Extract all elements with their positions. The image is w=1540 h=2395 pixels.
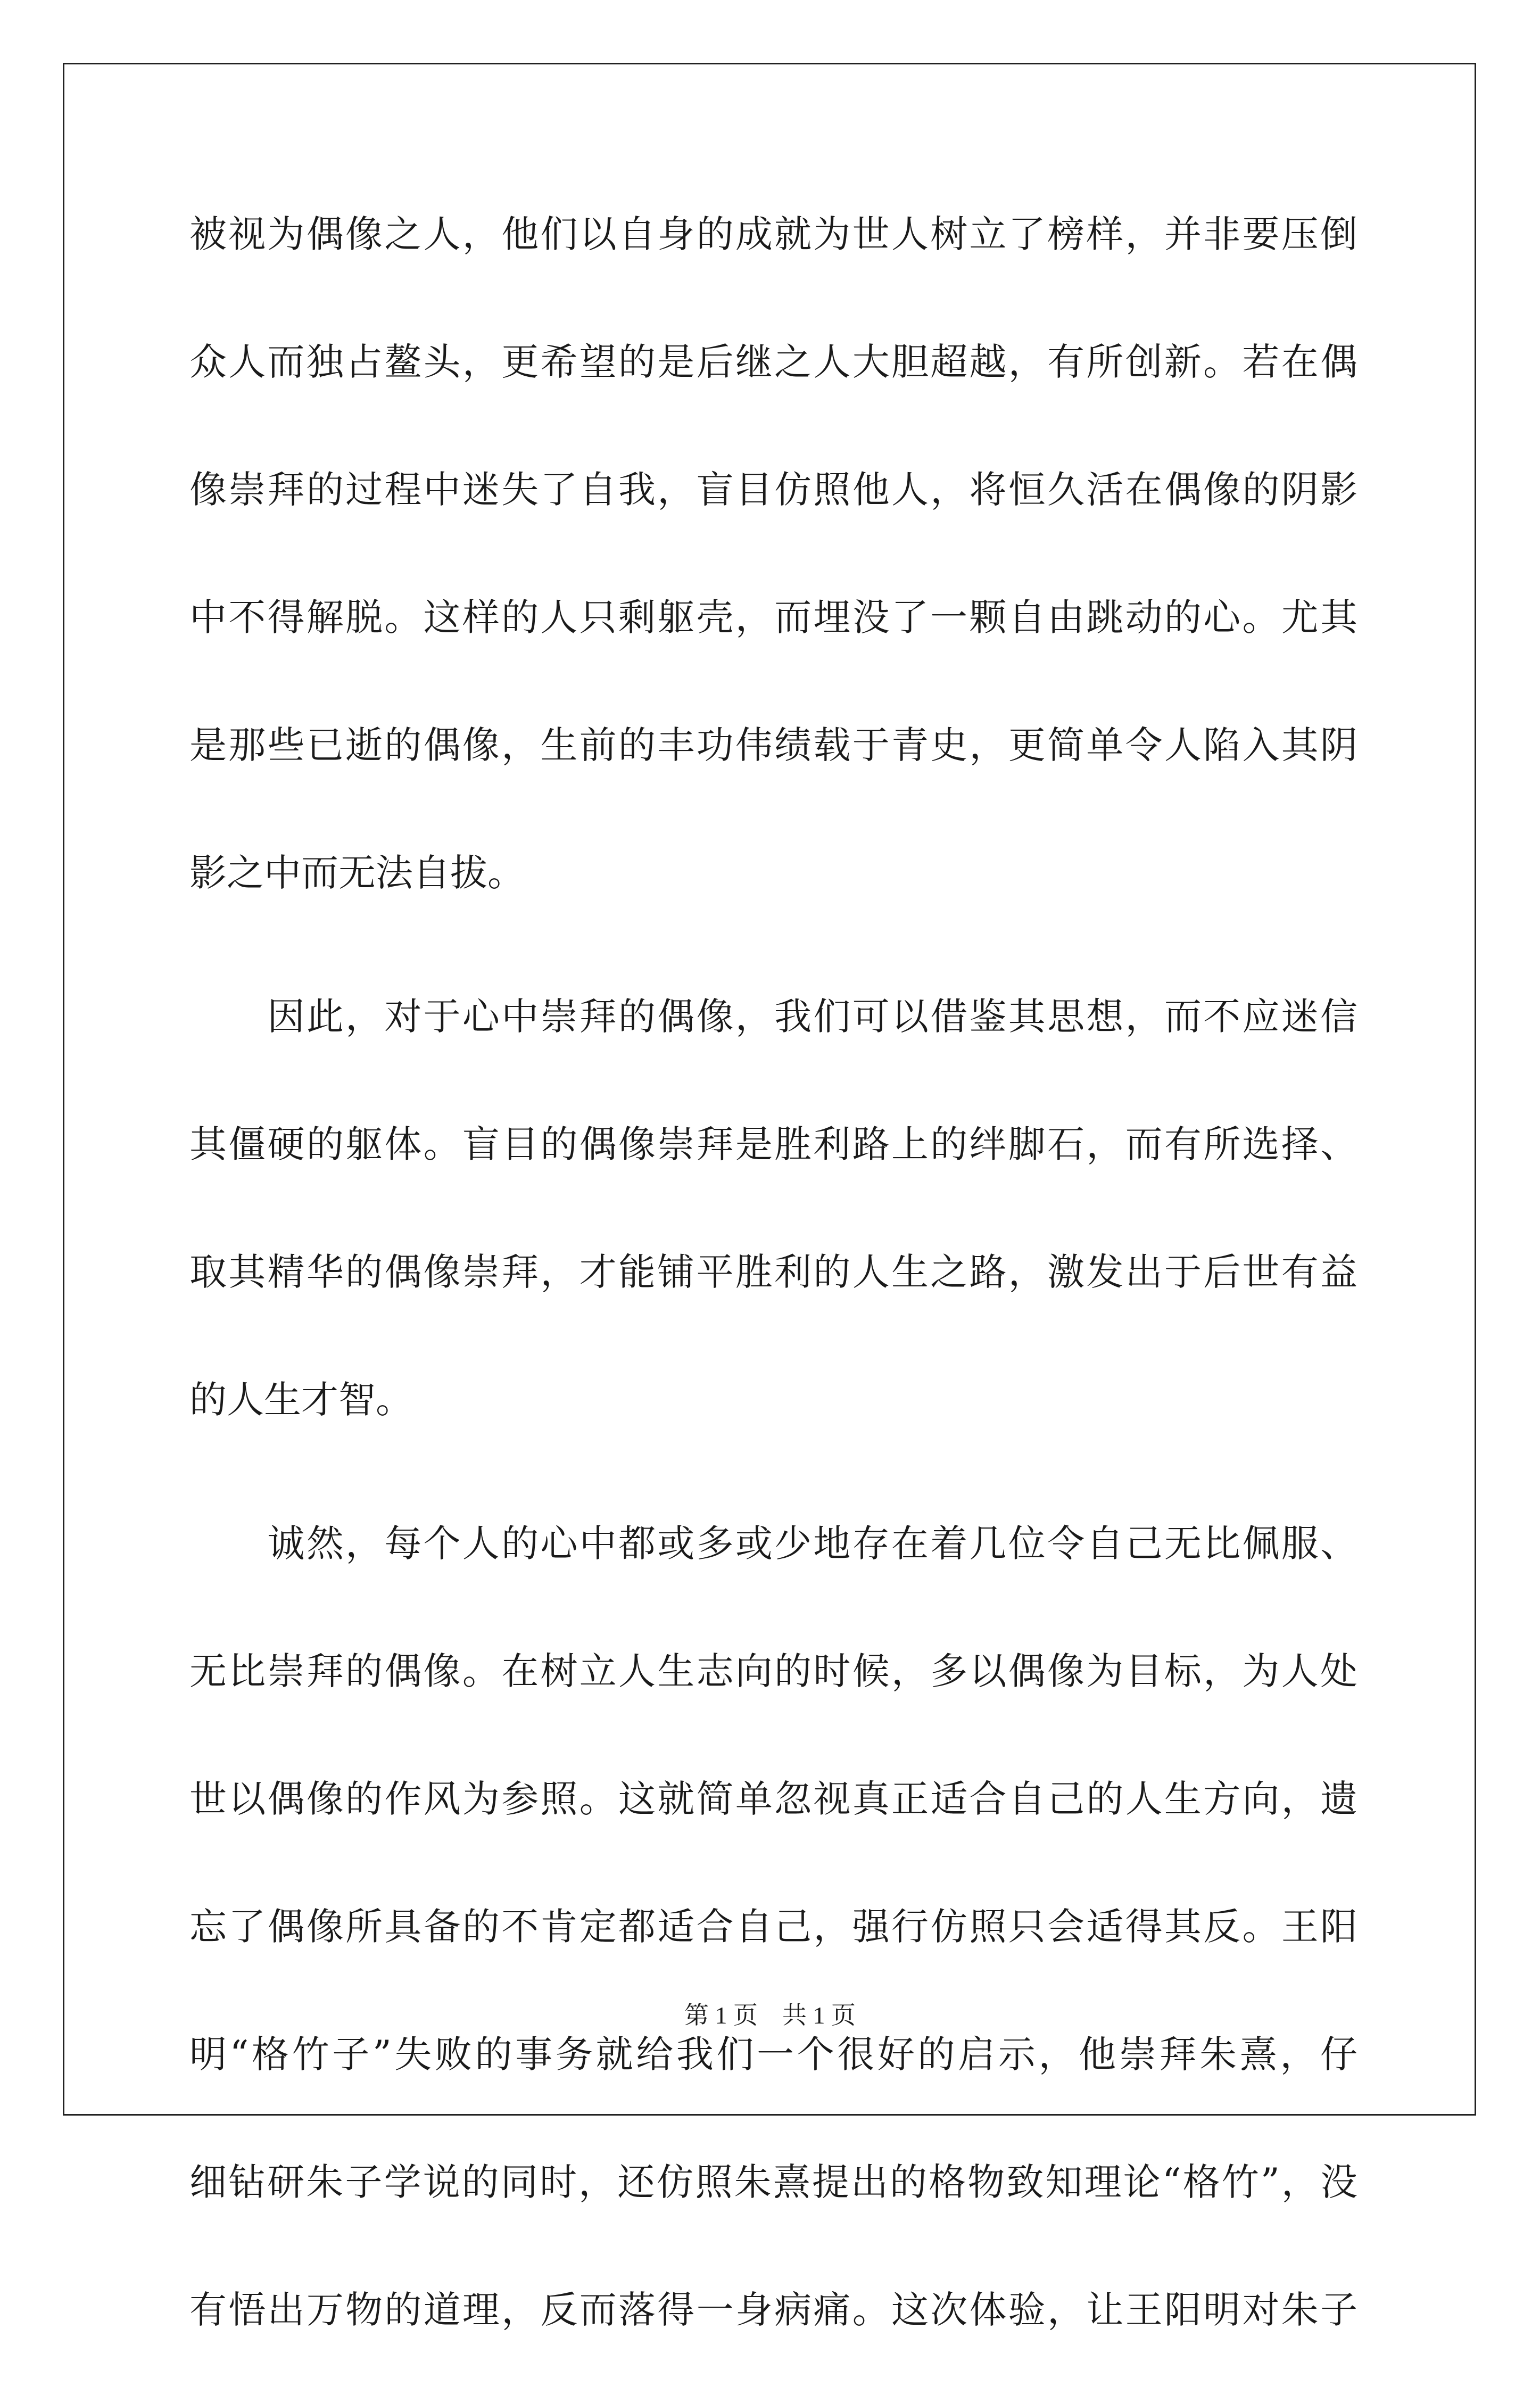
text-line: 中不得解脱。这样的人只剩躯壳，而埋没了一颗自由跳动的心。尤其 xyxy=(189,596,1357,639)
text-line: 因此，对于心中崇拜的偶像，我们可以借鉴其思想，而不应迷信 xyxy=(189,995,1357,1038)
text-line: 像崇拜的过程中迷失了自我，盲目仿照他人，将恒久活在偶像的阴影 xyxy=(189,468,1357,511)
text-line: 无比崇拜的偶像。在树立人生志向的时候，多以偶像为目标，为人处 xyxy=(189,1649,1357,1693)
text-line: 诚然，每个人的心中都或多或少地存在着几位令自己无比佩服、 xyxy=(189,1522,1357,1565)
text-line: 世以偶像的作风为参照。这就简单忽视真正适合自己的人生方向，遗 xyxy=(189,1777,1357,1821)
text-line: 影之中而无法自拔。 xyxy=(189,851,525,895)
text-line: 被视为偶像之人，他们以自身的成就为世人树立了榜样，并非要压倒 xyxy=(189,212,1357,256)
text-line: 是那些已逝的偶像，生前的丰功伟绩载于青史，更简单令人陷入其阴 xyxy=(189,723,1357,767)
text-line: 取其精华的偶像崇拜，才能铺平胜利的人生之路，激发出于后世有益 xyxy=(189,1250,1357,1294)
page-number-footer: 第 1 页 共 1 页 xyxy=(684,2002,856,2029)
text-line: 的人生才智。 xyxy=(189,1378,413,1422)
text-line: 明“格竹子”失败的事务就给我们一个很好的启示，他崇拜朱熹，仔 xyxy=(189,2033,1357,2076)
text-line: 忘了偶像所具备的不肯定都适合自己，强行仿照只会适得其反。王阳 xyxy=(189,1905,1357,1948)
body-text xyxy=(189,192,1357,2395)
text-line: 其僵硬的躯体。盲目的偶像崇拜是胜利路上的绊脚石，而有所选择、 xyxy=(189,1122,1357,1166)
text-line: 有悟出万物的道理，反而落得一身病痛。这次体验，让王阳明对朱子 xyxy=(189,2288,1357,2332)
text-line: 细钻研朱子学说的同时，还仿照朱熹提出的格物致知理论“格竹”，没 xyxy=(189,2160,1357,2204)
text-line: 众人而独占鳌头，更希望的是后继之人大胆超越，有所创新。若在偶 xyxy=(189,340,1357,384)
